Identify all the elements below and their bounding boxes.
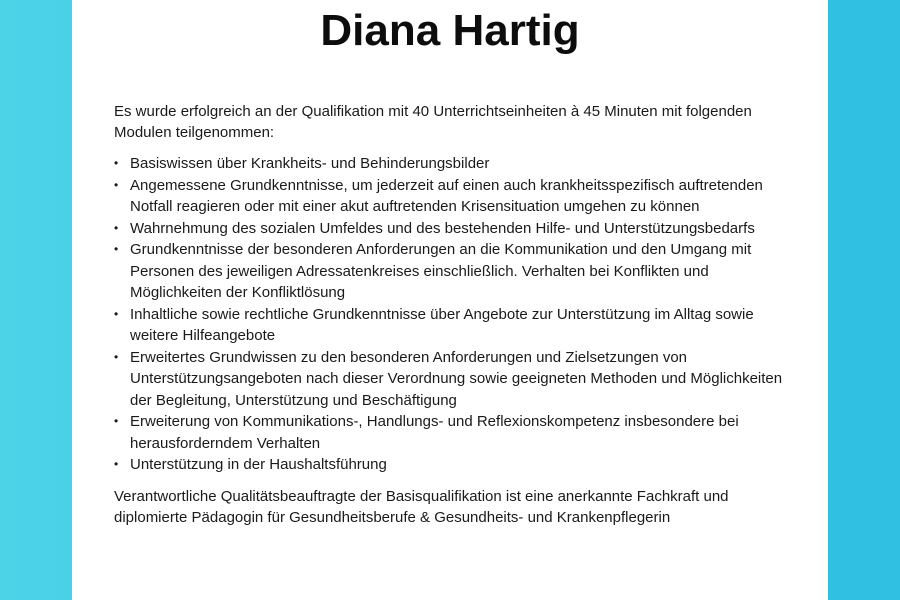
module-text: Grundkenntnisse der besonderen Anforderungen an die Kommunikation und den Umgang mit Personen des jeweiligen Adressatenkreises einschließlich. Verhalten bei Konflikten und Möglichkeiten der Konfliktlösung <box>130 241 752 301</box>
module-text: Wahrnehmung des sozialen Umfeldes und des bestehenden Hilfe- und Unterstützungsbedarfs <box>130 219 755 237</box>
bullet-icon: • <box>114 349 119 364</box>
certificate-page <box>72 0 828 600</box>
bullet-icon: • <box>114 414 119 428</box>
module-text: Inhaltliche sowie rechtliche Grundkenntnisse über Angebote zur Unterstützung im Alltag sowie weitere Hilfeangebote <box>130 305 754 344</box>
closing-paragraph: Verantwortliche Qualitätsbeauftragte der Basisqualifikation ist eine anerkannte Fachkraft und diplomierte Pädagogin für Gesundheitsberufe & Gesundheits- und Krankenpflegerin <box>114 487 729 526</box>
list-item <box>114 304 800 347</box>
list-item <box>114 239 800 304</box>
bullet-icon: • <box>114 242 119 256</box>
list-item <box>114 153 800 175</box>
participant-name: Diana Hartig <box>320 6 580 55</box>
bullet-icon: • <box>114 220 119 235</box>
module-text: Erweitertes Grundwissen zu den besonderen Anforderungen und Zielsetzungen von Unterstützungsangeboten nach dieser Verordnung sowie geeigneten Methoden und Möglichkeiten der Begleitung, Unterstützung und Beschäftigung <box>130 348 783 409</box>
module-text: Angemessene Grundkenntnisse, um jederzeit auf einen auch krankheitsspezifisch auftretenden Notfall reagieren oder mit einer akut auftretenden Krisensituation umgehen zu können <box>130 176 763 215</box>
module-list <box>114 153 800 476</box>
bullet-icon: • <box>114 156 119 170</box>
module-text: Erweiterung von Kommunikations-, Handlungs- und Reflexionskompetenz insbesondere bei herausforderndem Verhalten <box>130 413 739 452</box>
bullet-icon: • <box>114 306 119 321</box>
bullet-icon: • <box>114 457 119 471</box>
list-item <box>114 454 800 476</box>
bullet-icon: • <box>114 177 119 192</box>
module-text: Unterstützung in der Haushaltsführung <box>130 456 387 473</box>
intro-paragraph: Es wurde erfolgreich an der Qualifikation mit 40 Unterrichtseinheiten à 45 Minuten mit folgenden Modulen teilgenommen: <box>114 103 752 141</box>
list-item <box>114 175 800 218</box>
list-item <box>114 411 800 454</box>
list-item <box>114 347 800 412</box>
module-text: Basiswissen über Krankheits- und Behinderungsbilder <box>130 155 490 172</box>
list-item <box>114 218 800 240</box>
